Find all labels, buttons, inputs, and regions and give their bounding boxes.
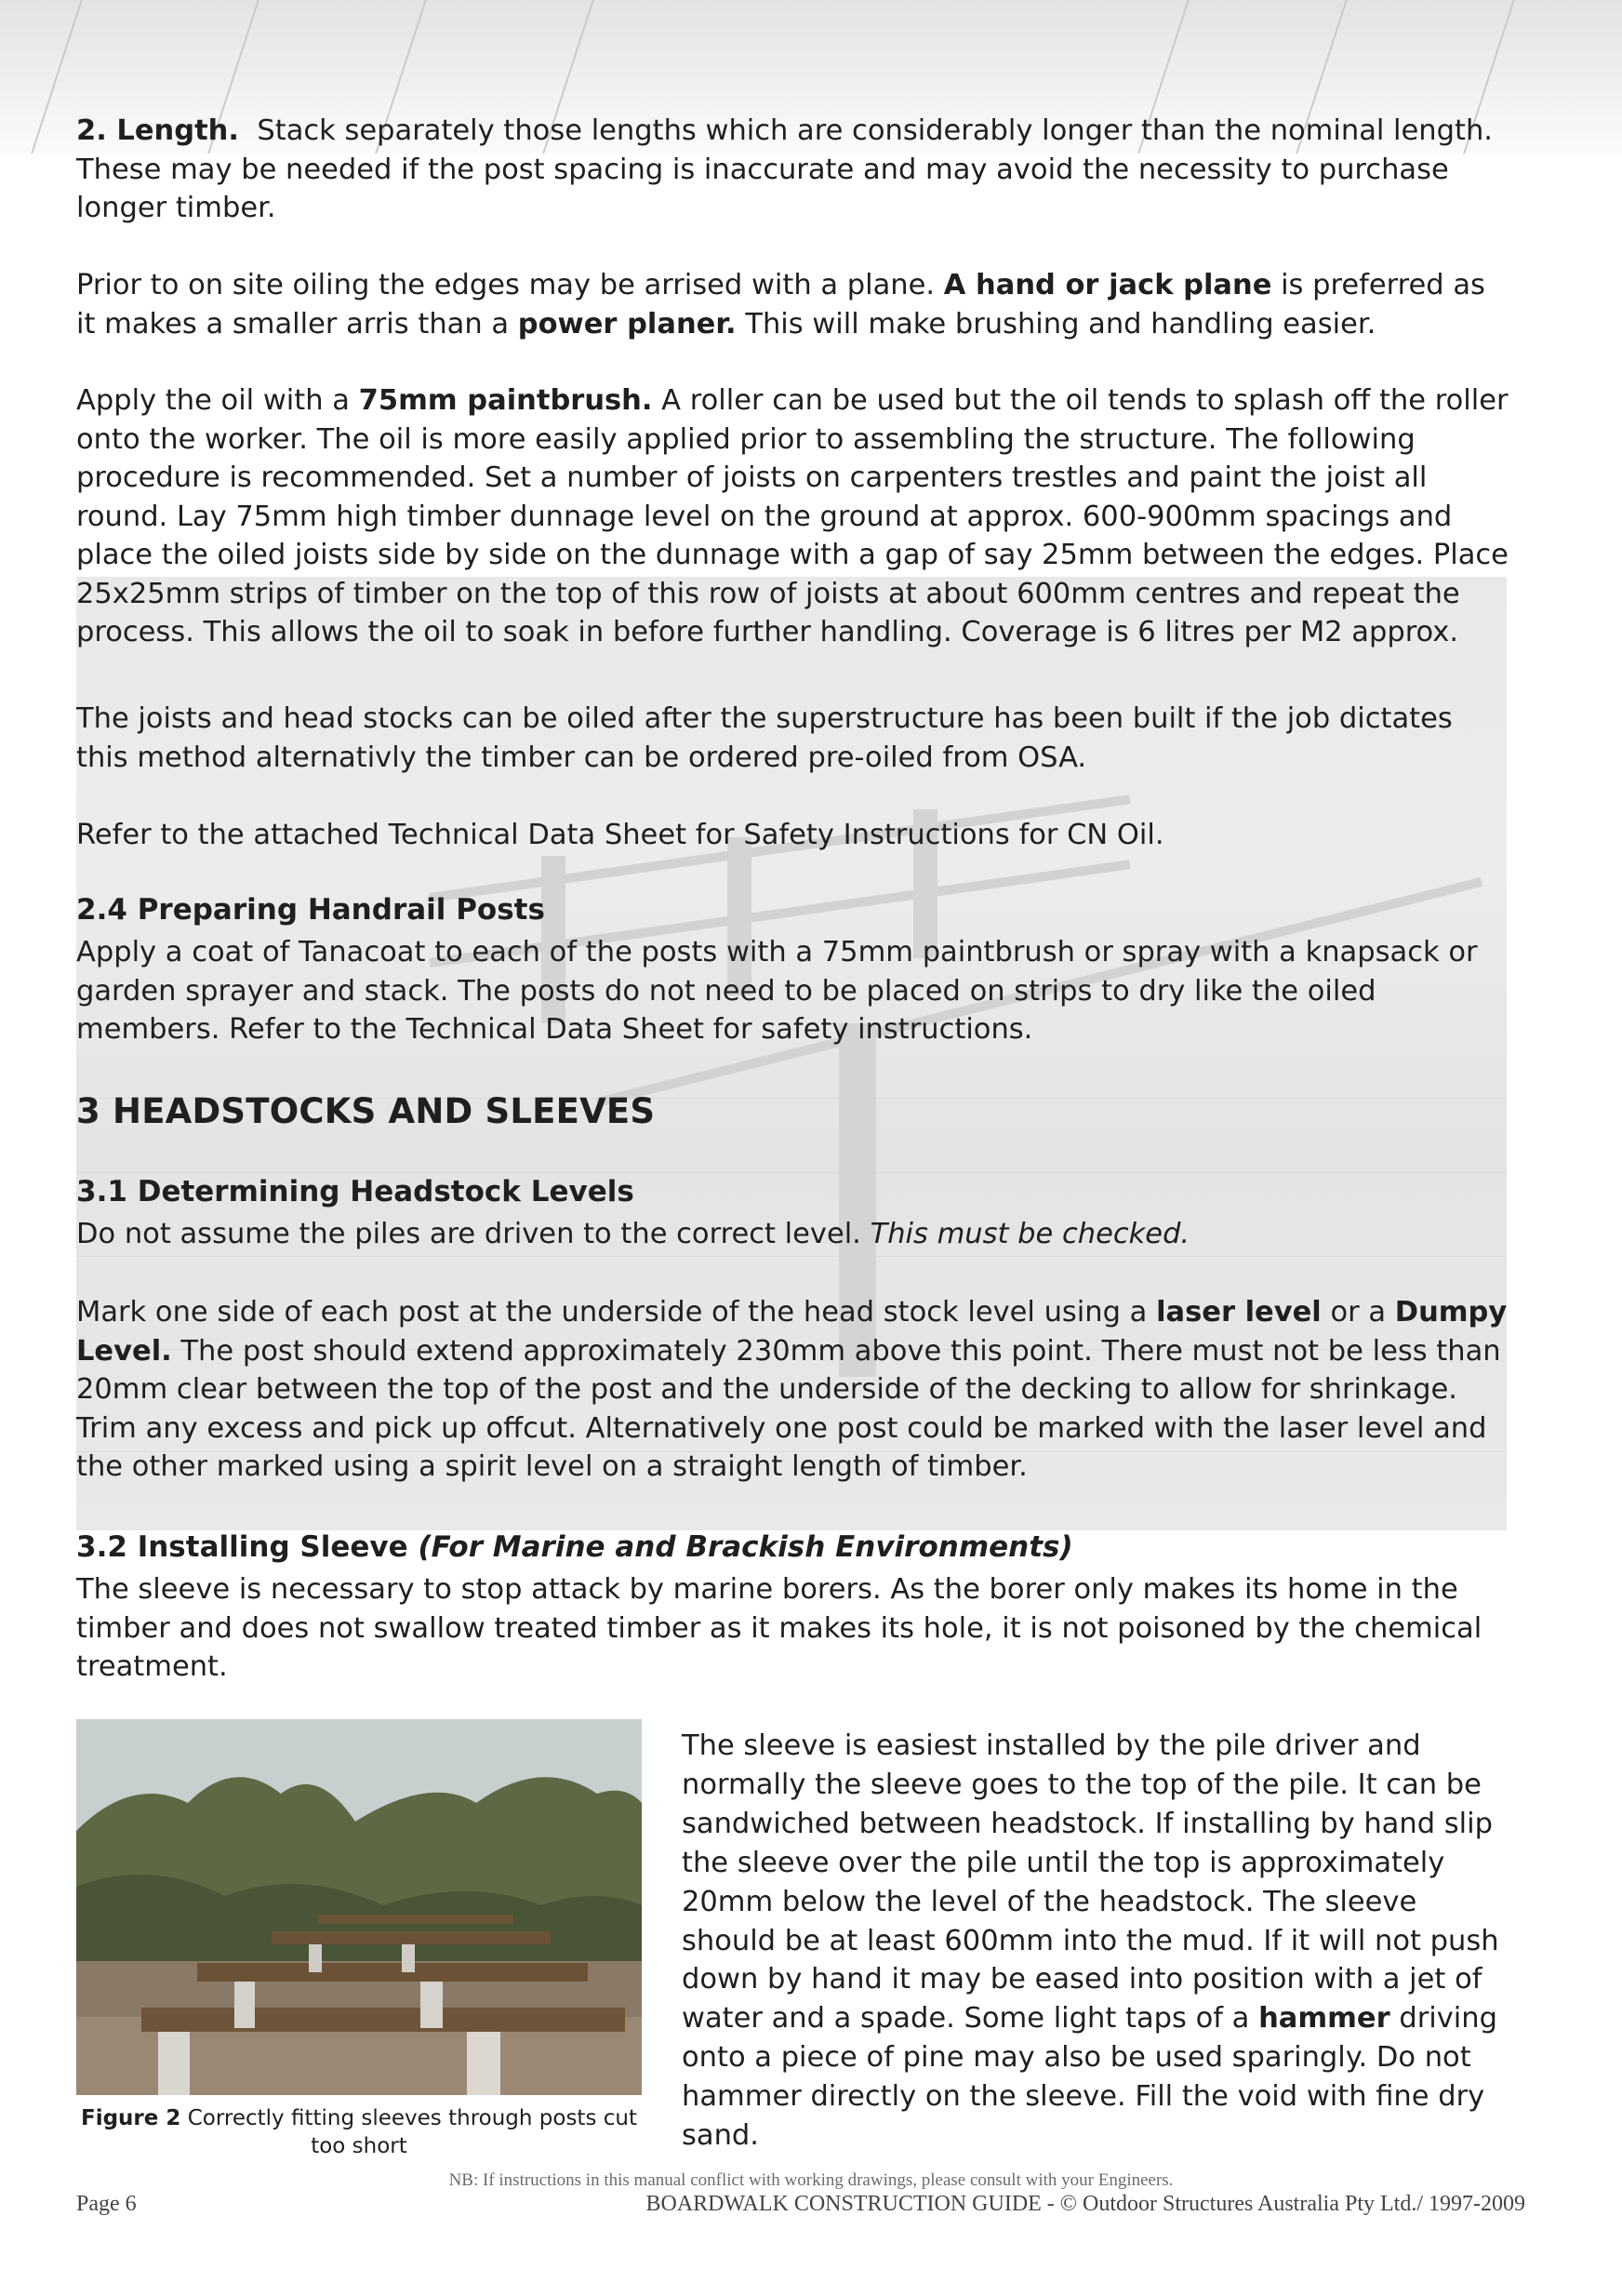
mark-post-text-3: The post should extend approximately 230mm above this point. There must not be less than 20mm clear between the top of the post and the underside of the decking to allow for shrinkage. Trim any excess and pick up offcut. Alternatively one post could be marked with the laser level and the other marked using a spirit level on a straight length of timber. (76, 1334, 1501, 1483)
length-label: 2. Length. (76, 114, 239, 147)
sleeve-install-text-2: driving onto a piece of pine may also be used sparingly. Do not hammer directly on the sleeve. Fill the void with fine dry sand. (682, 2002, 1497, 2153)
heading-2-4: 2.4 Preparing Handrail Posts (76, 893, 545, 927)
sleeves-photo-drawing (76, 1719, 642, 2095)
laser-level-bold: laser level (1156, 1296, 1322, 1328)
hand-plane-bold: A hand or jack plane (943, 269, 1272, 301)
figure-caption-text: Correctly fitting sleeves through posts cut too short (187, 2106, 637, 2158)
arris-text-3: This will make brushing and handling easier. (736, 307, 1376, 340)
heading-section-3: 3 HEADSTOCKS AND SLEEVES (76, 1091, 656, 1131)
handrail-posts-text: Apply a coat of Tanacoat to each of the posts with a 75mm paintbrush or spray with a knapsack or garden sprayer and stack. The posts do not need to be placed on strips to dry like the oiled members. Refer to the Technical Data Sheet for safety instructions. (76, 936, 1478, 1046)
paragraph-apply-oil (76, 381, 1509, 652)
paragraph-headstock-levels (76, 1215, 1509, 1254)
oil-text-1: Apply the oil with a (76, 384, 359, 417)
paragraph-mark-post (76, 1293, 1509, 1487)
hammer-bold: hammer (1258, 2002, 1390, 2036)
sleeve-install-text-1: The sleeve is easiest installed by the pile driver and normally the sleeve goes to the top of the pile. It can be sandwiched between headstock. If installing by hand slip the sleeve over the pile until the top is approximately 20mm below the level of the headstock. The sleeve should be at least 600mm into the mud. If it will not push down by hand it may be eased into position with a jet of water and a spade. Some light taps of a (682, 1729, 1499, 2036)
mark-post-text-1: Mark one side of each post at the underside of the head stock level using a (76, 1296, 1157, 1328)
paragraph-arris (76, 266, 1509, 343)
arris-text-1: Prior to on site oiling the edges may be arrised with a plane. (76, 269, 944, 301)
headstock-levels-text: Do not assume the piles are driven to the correct level. (76, 1218, 871, 1250)
page-number: Page 6 (76, 2192, 137, 2216)
heading-3-2-italic: (For Marine and Brackish Environments) (418, 1530, 1073, 1564)
length-text: Stack separately those lengths which are considerably longer than the nominal length. These may be needed if the post spacing is inaccurate and may avoid the necessity to purchase longer timber. (76, 114, 1493, 224)
footer-copyright: BOARDWALK CONSTRUCTION GUIDE - © Outdoor Structures Australia Pty Ltd./ 1997-2009 (645, 2192, 1525, 2216)
figure-label: Figure 2 (81, 2106, 181, 2130)
power-planer-bold: power planer. (517, 307, 737, 340)
paragraph-length (76, 112, 1509, 228)
paragraph-handrail-posts (76, 933, 1509, 1049)
footer-note: NB: If instructions in this manual conflict with working drawings, please consult with your Engineers. (448, 2170, 1174, 2190)
paragraph-sleeve-install (682, 1727, 1509, 2156)
paragraph-safety-cn-oil (76, 816, 1509, 855)
oil-text-2: A roller can be used but the oil tends to splash off the roller onto the worker. The oil is more easily applied prior to assembling the structure. The following procedure is recommended. Set a number of joists on carpenters trestles and paint the joist all round. Lay 75mm high timber dunnage level on the ground at approx. 600-900mm spacings and place the oiled joists side by side on the dunnage with a gap of say 25mm between the edges. Place 25x25mm strips of timber on the top of this row of joists at about 600mm centres and repeat the process. This allows the oil to soak in before further handling. Coverage is 6 litres per M2 approx. (76, 384, 1509, 648)
sleeve-intro-text: The sleeve is necessary to stop attack by marine borers. As the borer only makes its home in the timber and does not swallow treated timber as it makes its hole, it is not poisoned by the chemical treatment. (76, 1573, 1482, 1683)
joists-oiled-text: The joists and head stocks can be oiled after the superstructure has been built if the job dictates this method alternativly the timber can be ordered pre-oiled from OSA. (76, 702, 1453, 774)
dumpy-level-bold: Dumpy Level. (76, 1296, 1508, 1368)
paragraph-sleeve-intro (76, 1570, 1509, 1687)
heading-3-1: 3.1 Determining Headstock Levels (76, 1175, 634, 1208)
must-be-checked-italic: This must be checked. (870, 1218, 1190, 1250)
figure-caption (76, 2104, 642, 2160)
paintbrush-bold: 75mm paintbrush. (358, 384, 653, 417)
safety-cn-oil-text: Refer to the attached Technical Data Sheet for Safety Instructions for CN Oil. (76, 819, 1164, 851)
sleeves-photo (76, 1719, 642, 2095)
heading-3-2 (76, 1530, 1073, 1564)
arris-text-2: is preferred as it makes a smaller arris than a (76, 269, 1485, 340)
mark-post-text-2: or a (1321, 1296, 1395, 1328)
figure-2 (76, 1719, 642, 2160)
heading-3-2-main: 3.2 Installing Sleeve (76, 1530, 408, 1564)
paragraph-joists-oiled (76, 700, 1509, 777)
